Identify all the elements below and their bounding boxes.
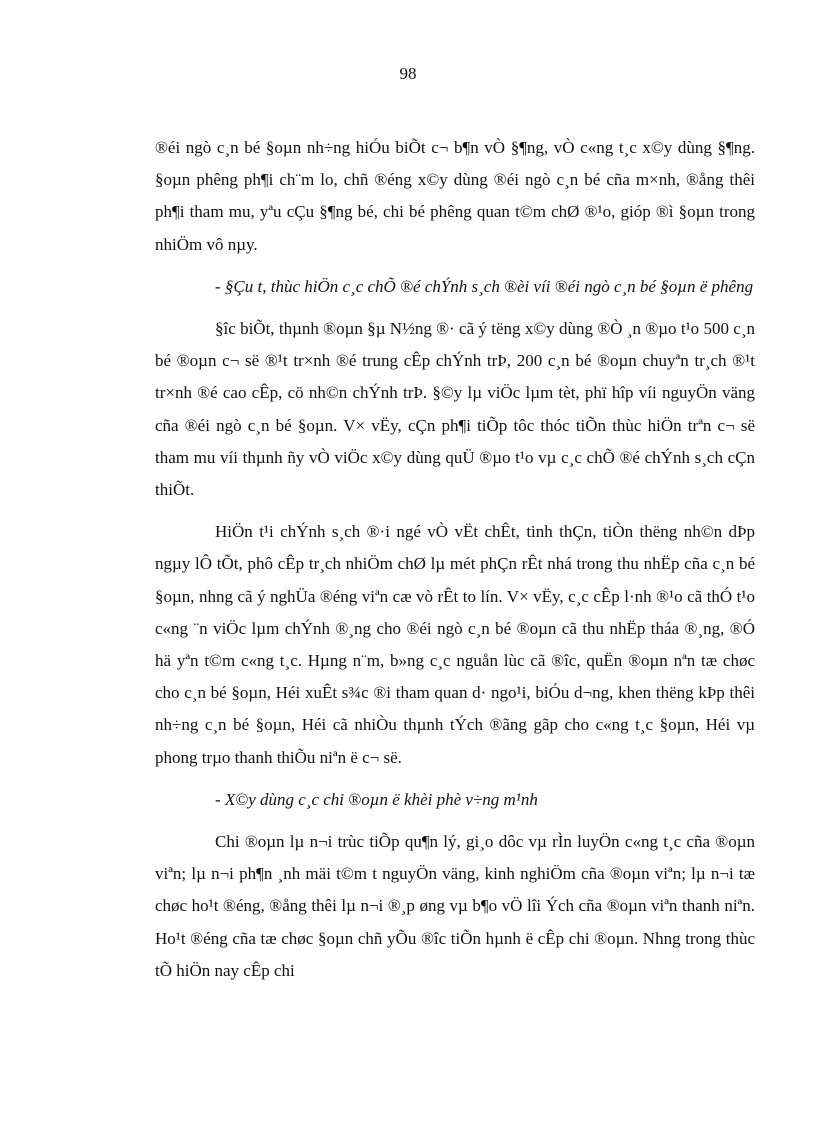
paragraph-branch-role: Chi ®oµn lµ n¬i trùc tiÕp qu¶n lý, gi¸o dôc vµ rÌn luyÖn c«ng t¸c cña ®oµn viªn; lµ n¬i ph¶n ¸nh mäi t©m t nguyÖn väng, kinh nghiÖm cña ®oµn viªn; lµ n¬i tæ chøc ho¹t ®éng, ®ång thêi lµ n¬i ®¸p øng vµ b¶o vÖ lîi Ých cña ®oµn viªn thanh niªn. Ho¹t ®éng cña tæ chøc §oµn chñ yÕu ®îc tiÕn hµnh ë cÊp chi ®oµn. Nhng trong thùc tÕ hiÖn nay cÊp chi bbox=[155, 832, 755, 980]
paragraph-training-plan: §îc biÕt, thµnh ®oµn §µ N½ng ®· cã ý tëng x©y dùng ®Ò ¸n ®µo t¹o 500 c¸n bé ®oµn c¬ së ®¹t tr×nh ®é trung cÊp chÝnh trÞ, 200 c¸n bé ®oµn chuyªn tr¸ch ®¹t tr×nh ®é cao cÊp, cö nh©n chÝnh trÞ. §©y lµ viÖc lµm tèt, phï hîp víi nguyÖn väng cña ®éi ngò c¸n bé §oµn. V× vËy, cÇn ph¶i tiÕp tôc thóc tiÕn thùc hiÖn trªn c¬ së tham mu víi thµnh ñy vÒ viÖc x©y dùng quÜ ®µo t¹o vµ c¸c chÕ ®é chÝnh s¸ch cÇn thiÕt. bbox=[155, 319, 755, 500]
paragraph-continuation: ®éi ngò c¸n bé §oµn nh÷ng hiÓu biÕt c¬ b¶n vÒ §¶ng, vÒ c«ng t¸c x©y dùng §¶ng. §oµn phêng ph¶i ch¨m lo, chñ ®éng x©y dùng ®éi ngò c¸n bé cña m×nh, ®ång thêi ph¶i tham mu, yªu cÇu §¶ng bé, chi bé phêng quan t©m chØ ®¹o, gióp ®ì §oµn trong nhiÖm vô nµy. bbox=[155, 138, 755, 254]
section-heading-investment: - §Çu t, thùc hiÖn c¸c chÕ ®é chÝnh s¸ch ®èi víi ®éi ngò c¸n bé §oµn ë phêng bbox=[215, 276, 754, 296]
page-number: 98 bbox=[399, 64, 417, 83]
paragraph-policy-benefits: HiÖn t¹i chÝnh s¸ch ®·i ngé vÒ vËt chÊt, tinh thÇn, tiÒn thëng nh©n dÞp ngµy lÔ tÕt, phô cÊp tr¸ch nhiÖm chØ lµ mét phÇn rÊt nhá trong thu nhËp cña c¸n bé §oµn, nhng cã ý nghÜa ®éng viªn cæ vò rÊt to lín. V× vËy, c¸c cÊp l·nh ®¹o cã thÓ t¹o c«ng ¨n viÖc lµm chÝnh ®¸ng cho ®éi ngò c¸n bé ®oµn cã thu nhËp tháa ®¸ng, ®Ó hä yªn t©m c«ng t¸c. Hµng n¨m, b»ng c¸c nguån lùc cã ®îc, quËn ®oµn nªn tæ chøc cho c¸n bé §oµn, Héi xuÊt s¾c ®i tham quan d· ngo¹i, biÓu d¬ng, khen thëng kÞp thêi nh÷ng c¸n bé §oµn, Héi cã nhiÒu thµnh tÝch ®ãng gãp cho c«ng t¸c §oµn, Héi vµ phong trµo thanh thiÕu niªn ë c¬ së. bbox=[155, 522, 755, 767]
section-heading-branches: - X©y dùng c¸c chi ®oµn ë khèi phè v÷ng m¹nh bbox=[215, 789, 538, 809]
page-content bbox=[155, 132, 755, 997]
